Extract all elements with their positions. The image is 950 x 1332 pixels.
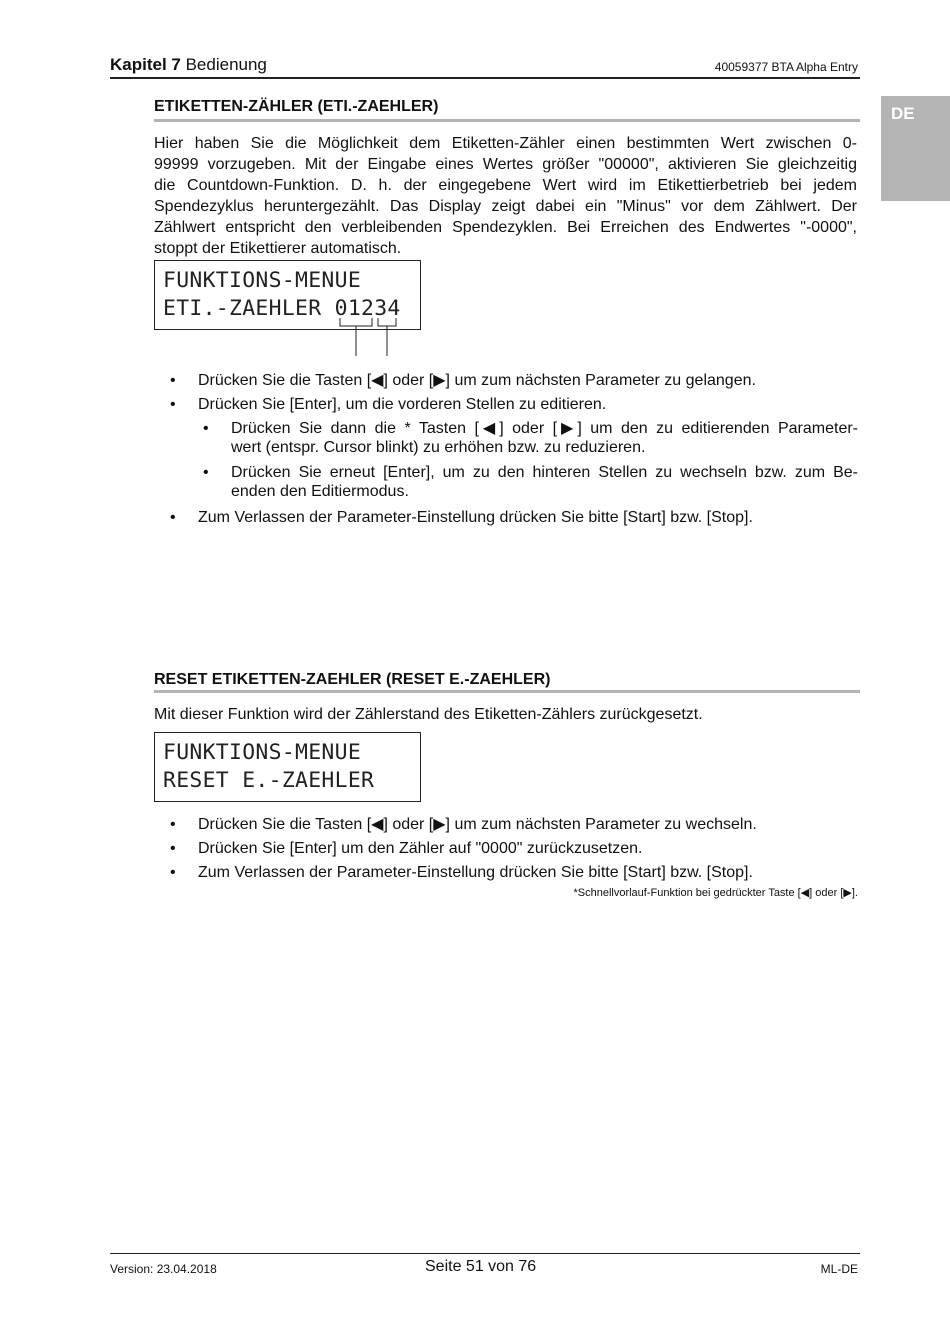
- list-item-text: Drücken Sie erneut [Enter], um zu den hinteren Stellen zu wechseln bzw. zum Be-: [231, 464, 858, 481]
- footnote: *Schnellvorlauf-Funktion bei gedrückter Taste [◀] oder [▶].: [573, 887, 858, 899]
- bullet-icon: •: [203, 464, 209, 481]
- language-code: ML-DE: [820, 1262, 858, 1276]
- lcd-display-reset-zaehler: [154, 732, 421, 802]
- document-id: 40059377 BTA Alpha Entry: [714, 60, 858, 74]
- bullet-icon: •: [170, 864, 176, 881]
- language-tab: [881, 96, 950, 201]
- section2-heading: RESET ETIKETTEN-ZAEHLER (RESET E.-ZAEHLER): [154, 671, 551, 688]
- paragraph-line: Zählwert entspricht den verbleibenden Spendezyklen. Bei Erreichen des Endwertes "-0000",: [154, 219, 857, 236]
- header-rule: [110, 77, 860, 79]
- bullet-icon: •: [170, 816, 176, 833]
- list-item: [203, 463, 860, 503]
- list-item-text: Zum Verlassen der Parameter-Einstellung drücken Sie bitte [Start] bzw. [Stop].: [198, 509, 753, 526]
- list-item-text: Drücken Sie die Tasten [◀] oder [▶] um zum nächsten Parameter zu wechseln.: [198, 816, 757, 833]
- section1-paragraph: [154, 133, 857, 259]
- section1-heading-rule: [154, 119, 860, 122]
- paragraph-line: die Countdown-Funktion. D. h. der eingegebene Wert wird im Etikettierbetrieb bei jedem: [154, 177, 857, 194]
- bullet-icon: •: [170, 396, 176, 413]
- version-label: Version: 23.04.2018: [110, 1262, 217, 1276]
- list-item-text: Drücken Sie die Tasten [◀] oder [▶] um zum nächsten Parameter zu gelangen.: [198, 372, 756, 389]
- bullet-icon: •: [170, 509, 176, 526]
- lcd-line-2: RESET E.-ZAEHLER: [163, 768, 375, 792]
- list-item: [170, 839, 860, 859]
- chapter-label: Kapitel 7: [110, 55, 181, 74]
- list-item: [170, 395, 860, 415]
- list-item-text: wert (entspr. Cursor blinkt) zu erhöhen bzw. zu reduzieren.: [231, 439, 646, 456]
- list-item-text: Drücken Sie [Enter], um die vorderen Stellen zu editieren.: [198, 396, 607, 413]
- list-item: [170, 863, 860, 883]
- list-item-text: Drücken Sie dann die * Tasten [◀] oder [▶] um den zu editierenden Parameter-: [231, 420, 858, 437]
- bullet-icon: •: [170, 840, 176, 857]
- list-item: [203, 419, 860, 459]
- digit-bracket-icon: [330, 318, 410, 358]
- chapter-header: [110, 55, 267, 75]
- lcd-line-1: FUNKTIONS-MENUE: [163, 268, 362, 292]
- paragraph-line: stoppt der Etikettierer automatisch.: [154, 240, 402, 257]
- paragraph-line: Spendezyklus heruntergezählt. Das Display zeigt dabei ein "Minus" vor dem Zählwert. Der: [154, 198, 857, 215]
- page-number: Seite 51 von 76: [425, 1258, 537, 1275]
- lcd-line-1: FUNKTIONS-MENUE: [163, 740, 362, 764]
- bullet-icon: •: [170, 372, 176, 389]
- section1-heading: ETIKETTEN-ZÄHLER (ETI.-ZAEHLER): [154, 98, 439, 115]
- language-tab-label: DE: [891, 104, 915, 123]
- bullet-icon: •: [203, 420, 209, 437]
- lcd-line-2: ETI.-ZAEHLER 01234: [163, 296, 401, 320]
- paragraph-line: 99999 vorzugeben. Mit der Eingabe eines Wertes größer "00000", aktivieren Sie gleichzeitig: [154, 156, 857, 173]
- list-item-text: Zum Verlassen der Parameter-Einstellung drücken Sie bitte [Start] bzw. [Stop].: [198, 864, 753, 881]
- list-item: [170, 371, 860, 391]
- list-item: [170, 508, 860, 528]
- paragraph-line: Hier haben Sie die Möglichkeit dem Etiketten-Zähler einen bestimmten Wert zwischen 0-: [154, 135, 857, 152]
- list-item: [170, 815, 860, 835]
- section2-paragraph: Mit dieser Funktion wird der Zählerstand des Etiketten-Zählers zurückgesetzt.: [154, 706, 703, 723]
- chapter-title: Bedienung: [185, 55, 267, 74]
- list-item-text: Drücken Sie [Enter] um den Zähler auf "0000" zurückzusetzen.: [198, 840, 643, 857]
- section2-heading-rule: [154, 690, 860, 693]
- footer-rule: [110, 1253, 860, 1254]
- list-item-text: enden den Editiermodus.: [231, 483, 409, 500]
